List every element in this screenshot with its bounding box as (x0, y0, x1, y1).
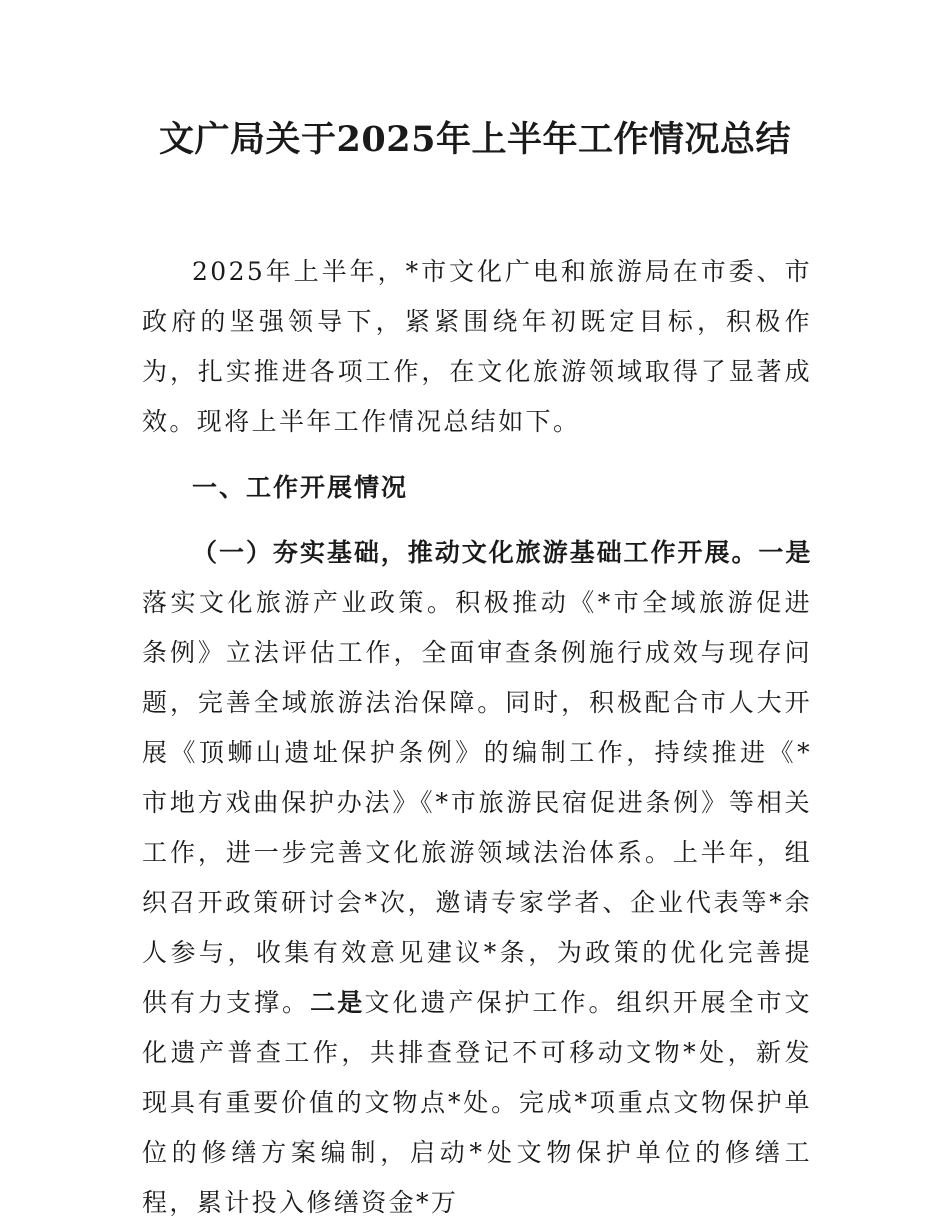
document-title: 文广局关于2025年上半年工作情况总结 (159, 119, 791, 160)
point-two-label: 二是 (310, 988, 365, 1017)
section-paragraph (142, 528, 812, 1228)
intro-paragraph: 2025年上半年，*市文化广电和旅游局在市委、市政府的坚强领导下，紧紧围绕年初既定目标，积极作为，扎实推进各项工作，在文化旅游领域取得了显著成效。现将上半年工作情况总结如下。 (142, 257, 812, 436)
point-two-text: 文化遗产保护工作。组织开展全市文化遗产普查工作，共排查登记不可移动文物*处，新发现具有重要价值的文物点*处。完成*项重点文物保护单位的修缮方案编制，启动*处文物保护单位的修缮工程，累计投入修缮资金*万 (142, 988, 813, 1217)
section-heading: 一、工作开展情况 (192, 473, 409, 502)
point-one-label: 一是 (758, 538, 812, 567)
subsection-heading: （一）夯实基础，推动文化旅游基础工作开展。 (192, 538, 759, 567)
point-one-text: 落实文化旅游产业政策。积极推动《*市全域旅游促进条例》立法评估工作，全面审查条例施行成效与现存问题，完善全域旅游法治保障。同时，积极配合市人大开展《顶蛳山遗址保护条例》的编制工作，持续推进《*市地方戏曲保护办法》《*市旅游民宿促进条例》等相关工作，进一步完善文化旅游领域法治体系。上半年，组织召开政策研讨会*次，邀请专家学者、企业代表等*余人参与，收集有效意见建议*条，为政策的优化完善提供有力支撑。 (142, 588, 812, 1017)
